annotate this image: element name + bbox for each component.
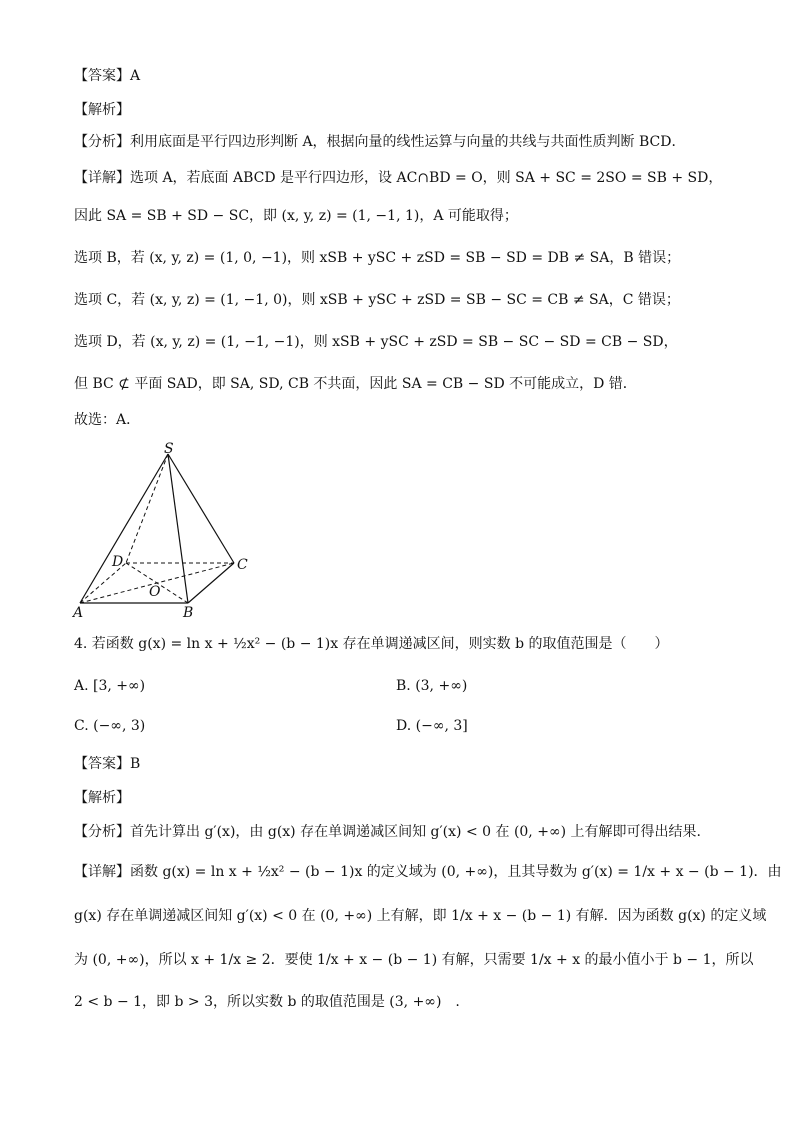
q3-detail-4: 选项 C，若 (x, y, z) = (1, −1, 0)，则 xSB + ySC + zSD = SB − SC = CB ≠ SA，C 错误； — [74, 292, 680, 308]
pyramid-figure — [70, 440, 270, 620]
edge-sb — [168, 454, 188, 603]
label-o: O — [149, 584, 161, 600]
q3-detail-6: 但 BC ⊄ 平面 SAD，即 SA, SD, CB 不共面，因此 SA = CB − SD 不可能成立，D 错． — [74, 376, 637, 392]
q3-detail-1: 【详解】选项 A，若底面 ABCD 是平行四边形，设 AC∩BD = O，则 SA + SC = 2SO = SB + SD， — [74, 170, 723, 186]
q3-detail-2: 因此 SA = SB + SD − SC，即 (x, y, z) = (1, −1, 1)，A 可能取得； — [74, 208, 518, 224]
q3-analysis-heading: 【解析】 — [74, 102, 130, 118]
q4-option-c: C. (−∞, 3) — [74, 718, 146, 734]
edge-sd — [126, 454, 168, 563]
q3-conclusion: 故选：A． — [74, 412, 141, 428]
label-a: A — [73, 605, 84, 620]
label-b: B — [183, 605, 194, 620]
label-d: D — [112, 554, 124, 570]
q4-analysis: 【分析】首先计算出 g′(x)，由 g(x) 存在单调递减区间知 g′(x) < 0 在 (0, +∞) 上有解即可得出结果. — [74, 824, 701, 840]
q4-detail-2: g(x) 存在单调递减区间知 g′(x) < 0 在 (0, +∞) 上有解，即 1/x + x − (b − 1) 有解．因为函数 g(x) 的定义域 — [74, 908, 767, 924]
q4-detail-3: 为 (0, +∞)，所以 x + 1/x ≥ 2．要使 1/x + x − (b − 1) 有解，只需要 1/x + x 的最小值小于 b − 1，所以 — [74, 952, 754, 968]
q4-detail-4: 2 < b − 1，即 b > 3，所以实数 b 的取值范围是 (3, +∞) . — [74, 994, 460, 1010]
q4-analysis-heading: 【解析】 — [74, 790, 130, 806]
q4-option-d: D. (−∞, 3] — [396, 718, 468, 734]
q4-stem: 4. 若函数 g(x) = ln x + ½x² − (b − 1)x 存在单调递减区间，则实数 b 的取值范围是（ ） — [74, 636, 669, 652]
q3-detail-5: 选项 D，若 (x, y, z) = (1, −1, −1)，则 xSB + ySC + zSD = SB − SC − SD = CB − SD， — [74, 334, 678, 350]
label-c: C — [237, 557, 248, 573]
q3-answer: 【答案】A — [74, 68, 141, 84]
edge-sc — [168, 454, 234, 563]
edge-sa — [80, 454, 168, 603]
q3-detail-3: 选项 B，若 (x, y, z) = (1, 0, −1)，则 xSB + ySC + zSD = SB − SD = DB ≠ SA，B 错误； — [74, 250, 681, 266]
label-s: S — [164, 441, 174, 457]
q4-option-b: B. (3, +∞) — [396, 678, 468, 694]
q4-answer: 【答案】B — [74, 756, 141, 772]
q4-option-a: A. [3, +∞) — [74, 678, 146, 694]
q3-analysis: 【分析】利用底面是平行四边形判断 A，根据向量的线性运算与向量的共线与共面性质判断 BCD． — [74, 134, 686, 150]
q4-detail-1: 【详解】函数 g(x) = ln x + ½x² − (b − 1)x 的定义域为 (0, +∞)，且其导数为 g′(x) = 1/x + x − (b − 1)．由 — [74, 864, 782, 880]
